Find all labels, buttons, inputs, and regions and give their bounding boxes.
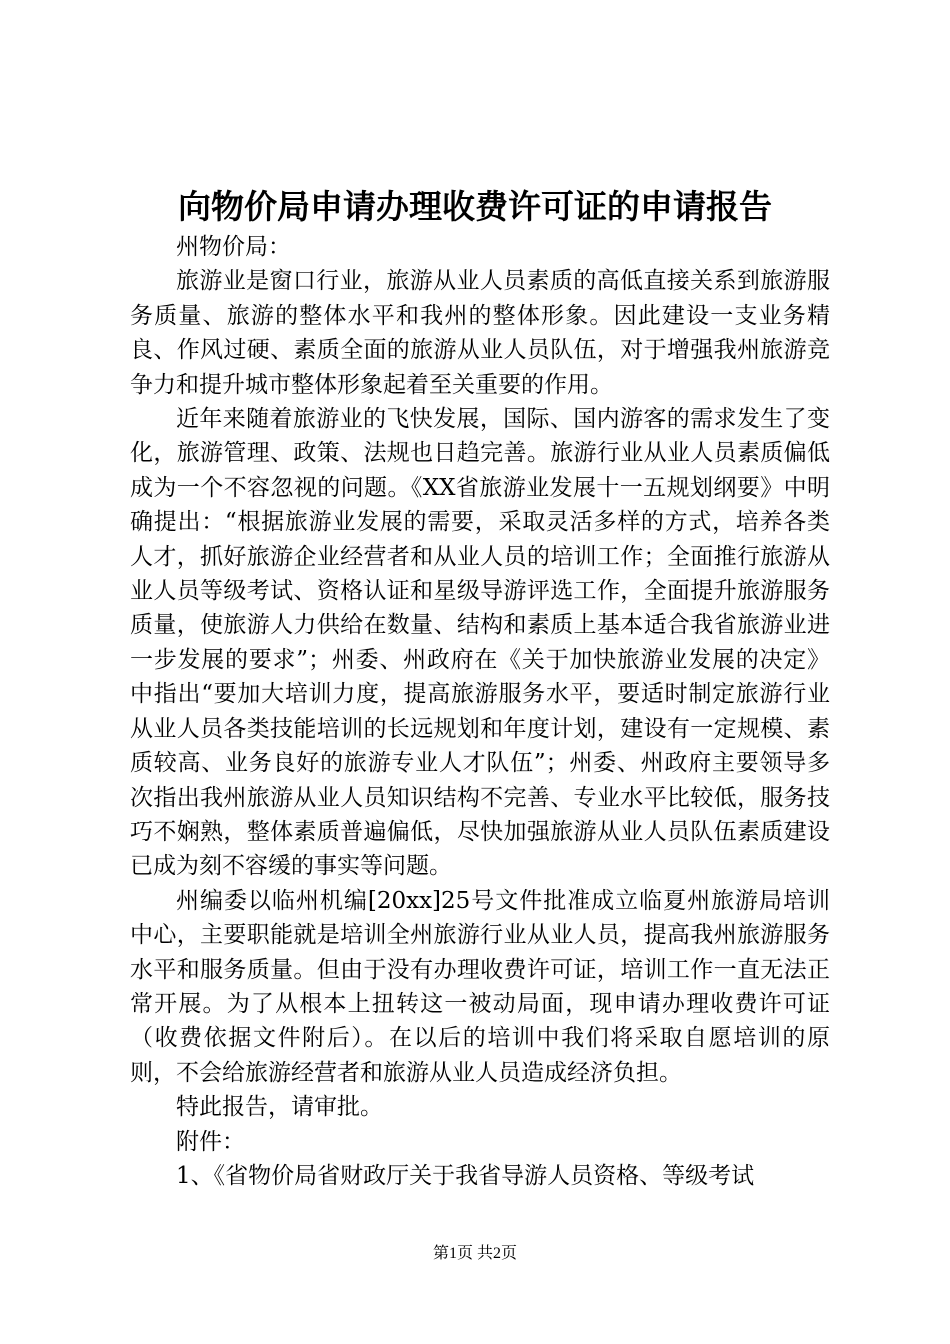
document-title: 向物价局申请办理收费许可证的申请报告 bbox=[178, 187, 772, 226]
attachment-item: 1、《省物价局省财政厅关于我省导游人员资格、等级考试 bbox=[176, 1162, 755, 1189]
paragraph-intro: 旅游业是窗口行业，旅游从业人员素质的高低直接关系到旅游服务质量、旅游的整体水平和我州的整体形象。因此建设一支业务精良、作风过硬、素质全面的旅游从业人员队伍，对于增强我州旅游竞争力和提升城市整体形象起着至关重要的作用。 bbox=[130, 268, 830, 398]
paragraph-request: 州编委以临州机编[20xx]25号文件批准成立临夏州旅游局培训中心，主要职能就是培训全州旅游行业从业人员，提高我州旅游服务水平和服务质量。但由于没有办理收费许可证，培训工作一直无法正常开展。为了从根本上扭转这一被动局面，现申请办理收费许可证（收费依据文件附后）。在以后的培训中我们将采取自愿培训的原则，不会给旅游经营者和旅游从业人员造成经济负担。 bbox=[130, 887, 830, 1086]
salutation: 州物价局： bbox=[176, 234, 291, 260]
page-footer: 第1页 共2页 bbox=[432, 1245, 517, 1262]
closing-line: 特此报告，请审批。 bbox=[176, 1094, 383, 1121]
document-body bbox=[130, 230, 830, 1193]
attachment-heading: 附件： bbox=[176, 1128, 245, 1155]
paragraph-background: 近年来随着旅游业的飞快发展，国际、国内游客的需求发生了变化，旅游管理、政策、法规也日趋完善。旅游行业从业人员素质偏低成为一个不容忽视的问题。《XX省旅游业发展十一五规划纲要》中明确提出：“根据旅游业发展的需要，采取灵活多样的方式，培养各类人才，抓好旅游企业经营者和从业人员的培训工作；全面推行旅游从业人员等级考试、资格认证和星级导游评选工作，全面提升旅游服务质量，使旅游人力供给在数量、结构和素质上基本适合我省旅游业进一步发展的要求”；州委、州政府在《关于加快旅游业发展的决定》中指出“要加大培训力度，提高旅游服务水平，要适时制定旅游行业从业人员各类技能培训的长远规划和年度计划，建设有一定规模、素质较高、业务良好的旅游专业人才队伍”；州委、州政府主要领导多次指出我州旅游从业人员知识结构不完善、专业水平比较低，服务技巧不娴熟，整体素质普遍偏低，尽快加强旅游从业人员队伍素质建设已成为刻不容缓的事实等问题。 bbox=[130, 406, 830, 880]
